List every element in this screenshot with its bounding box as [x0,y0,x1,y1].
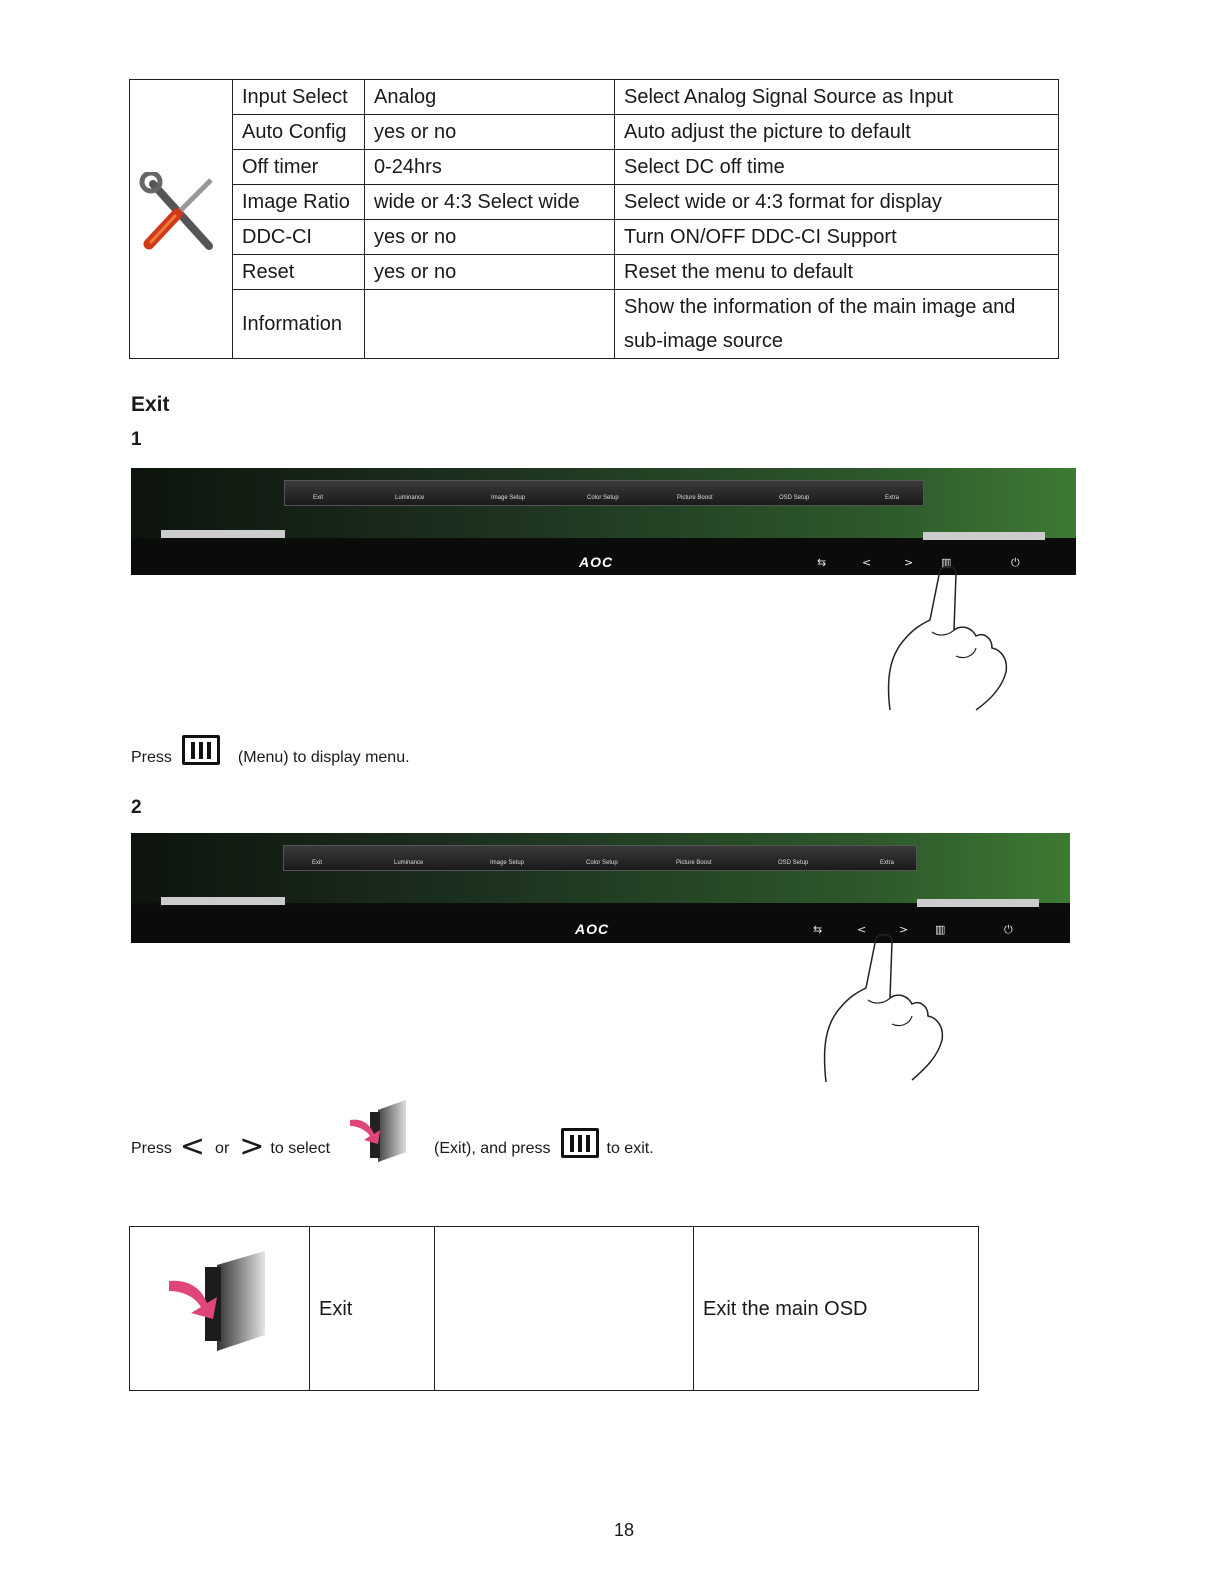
setting-description: Select wide or 4:3 format for display [615,185,1059,220]
left-button-icon: < [862,556,872,569]
menu-button-icon: ▥ [941,556,952,569]
taskbar-right [917,899,1039,907]
exit-door-icon [165,1251,275,1355]
caption-text: Press [131,749,172,766]
monitor-photo-2 [131,833,1070,943]
description-line: Show the information of the main image and [624,296,1016,318]
setting-description: Exit the main OSD [694,1227,979,1391]
exit-door-icon [348,1100,412,1164]
osd-menu-bar [283,845,917,871]
taskbar-right [923,532,1045,540]
osd-menu-item: Extra [880,860,895,866]
setting-name: Exit [310,1227,435,1391]
left-arrow-icon: < [179,1129,206,1164]
taskbar-left [161,530,285,538]
osd-menu-item: Picture Boost [677,495,713,501]
setting-name: Input Select [233,80,365,115]
finger-press-illustration-2 [812,928,952,1084]
osd-menu-item: Extra [885,495,900,501]
caption-text: to select [270,1140,331,1157]
table-row [130,1227,979,1391]
source-button-icon: ⇆ [817,556,827,569]
menu-key-icon [561,1128,599,1158]
exit-icon-cell [130,1227,310,1391]
setting-name: Information [233,290,365,359]
right-button-icon: > [899,923,909,936]
setting-value: yes or no [365,220,615,255]
monitor-photo-1 [131,468,1076,575]
setting-value: yes or no [365,115,615,150]
table-row [130,80,1059,115]
setting-description: Select DC off time [615,150,1059,185]
power-button-icon: ⏻ [1004,923,1013,936]
finger-press-illustration-1 [880,560,1020,712]
osd-menu-item: Luminance [394,860,424,866]
extra-icon-cell [130,80,233,359]
power-button-icon: ⏻ [1011,556,1020,569]
setting-description: Reset the menu to default [615,255,1059,290]
right-arrow-icon: > [239,1129,265,1164]
osd-menu-item: Exit [313,495,324,501]
left-button-icon: < [857,923,867,936]
table-row [130,220,1059,255]
setting-description: Select Analog Signal Source as Input [615,80,1059,115]
setting-description: Turn ON/OFF DDC-CI Support [615,220,1059,255]
step-number: 1 [131,429,142,450]
caption-text: to exit. [606,1140,654,1157]
setting-value: 0-24hrs [365,150,615,185]
osd-menu-item: OSD Setup [778,860,809,866]
setting-value: yes or no [365,255,615,290]
source-button-icon: ⇆ [813,923,823,936]
table-row [130,290,1059,359]
page-number: 18 [614,1520,635,1540]
right-button-icon: > [904,556,914,569]
menu-key-icon [182,735,220,765]
table-row [130,185,1059,220]
taskbar-left [161,897,285,905]
brand-logo: AOC [575,921,610,937]
caption-text: or [215,1140,230,1157]
osd-menu-item: Color Setup [586,860,618,866]
brand-logo: AOC [579,554,614,570]
setting-name: Off timer [233,150,365,185]
step2-caption [131,1094,654,1164]
table-row [130,115,1059,150]
setting-name: DDC-CI [233,220,365,255]
description-line: sub-image source [624,330,783,352]
osd-menu-item: Luminance [395,495,425,501]
step1-caption [131,738,410,778]
setting-name: Reset [233,255,365,290]
table-row [130,255,1059,290]
osd-menu-bar [284,480,924,506]
caption-text: (Menu) to display menu. [237,749,410,766]
setting-name: Auto Config [233,115,365,150]
caption-text: Press [131,1140,172,1157]
section-title: Exit [131,393,170,416]
osd-menu-item: Color Setup [587,495,619,501]
osd-menu-item: Picture Boost [676,860,712,866]
osd-menu-item: Image Setup [490,860,525,866]
step-number: 2 [131,797,142,818]
caption-text: (Exit), and press [434,1140,551,1157]
setting-value [435,1227,694,1391]
menu-button-icon: ▥ [935,923,946,936]
setting-value: wide or 4:3 Select wide [365,185,615,220]
osd-menu-item: Exit [312,860,323,866]
setting-value [365,290,615,359]
setting-description: Auto adjust the picture to default [615,115,1059,150]
table-row [130,150,1059,185]
extra-settings-table [129,79,1059,359]
setting-description [615,290,1059,359]
setting-value: Analog [365,80,615,115]
wrench-screwdriver-icon [139,172,223,256]
osd-menu-item: Image Setup [491,495,526,501]
exit-table [129,1226,979,1391]
setting-name: Image Ratio [233,185,365,220]
osd-menu-item: OSD Setup [779,495,810,501]
